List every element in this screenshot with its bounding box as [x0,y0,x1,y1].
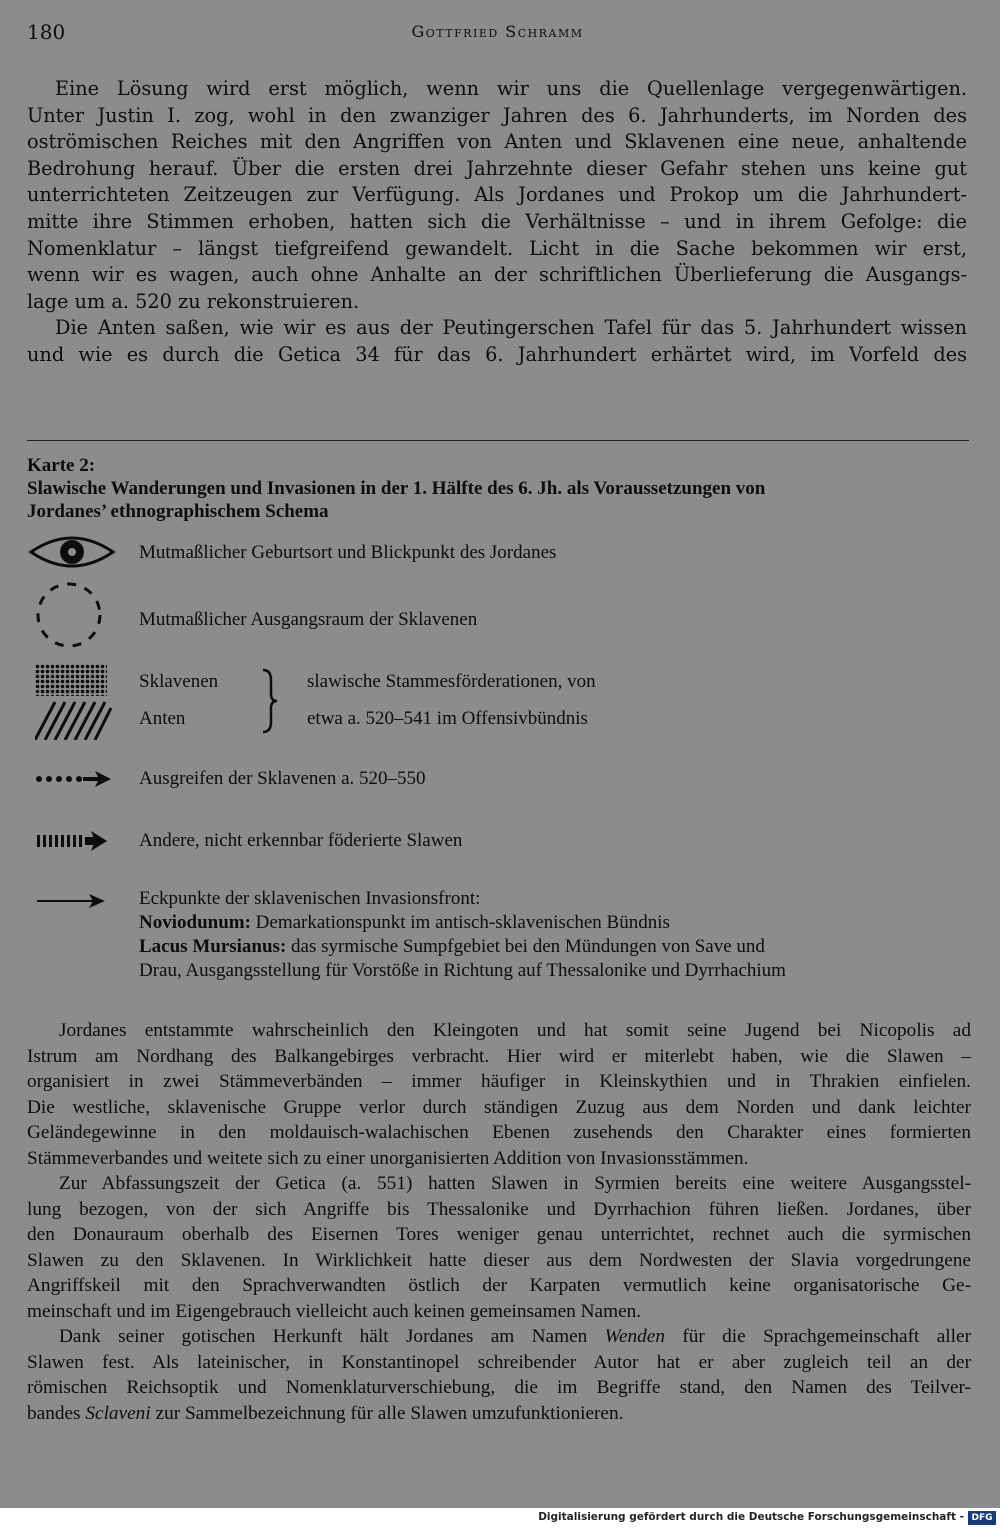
noviodunum-text: Demarkationspunkt im antisch-sklavenischen Bündnis [250,912,670,933]
text-line [27,1401,971,1427]
text-line: wenn wir es wagen, auch ohne Anhalte an der schriftlichen Überlieferung die Ausgangs- [27,263,967,287]
text-line: unterrichteten Zeitzeugen zur Verfügung. Als Jordanes und Prokop um die Jahrhundert- [27,183,967,207]
text-line: Angriffskeil mit den Sprachverwandten östlich der Karpaten vermutlich keine organisatorische Ge- [27,1275,971,1296]
brace-icon [259,668,279,734]
text-run: für die Sprachgemeinschaft aller [665,1326,971,1347]
legend-circle-label: Mutmaßlicher Ausgangsraum der Sklavenen [139,609,478,630]
map-label: Karte 2: [27,455,96,476]
legend-dotted-arrow [27,764,967,804]
text-line: den Donauraum oberhalb des Eisernen Tores weniger genau unterrichtet, rechnet auch die syrmischen [27,1224,971,1245]
paragraph [27,1018,971,1171]
legend-dotted-arrow-label: Ausgreifen der Sklavenen a. 520–550 [139,768,426,789]
text-line: meinschaft und im Eigengebrauch vielleicht auch keinen gemeinsamen Namen. [27,1300,642,1322]
legend-hatched-arrow [27,826,967,866]
eck-lacus-cont: Drau, Ausgangsstellung für Vorstöße in Richtung auf Thessalonike und Dyrrhachium [139,960,786,981]
text-line: oströmischen Reiches mit den Angriffen von Anten und Sklavenen eine neue, anhaltende [27,130,967,154]
hatched-pattern-icon [35,700,115,740]
dotted-arrow-icon [35,764,125,794]
text-line: Bedrohung herauf. Über die ersten drei Jahrzehnte dieser Gefahr stehen uns keine gut [27,156,967,180]
text-line: mitte ihre Stimmen erhoben, hatten sich die Verhältnisse – und in ihrem Gefolge: die [27,209,967,233]
text-line: Slawen fest. Als lateinischer, in Konstantinopel schreibender Autor hat er aber zugleich teil an der [27,1351,971,1373]
text-line: lung bezogen, von der sich Angriffe bis Thessalonike und Dyrrhachion führen ließen. Jordanes, über [27,1198,971,1220]
text-line: lage um a. 520 zu rekonstruieren. [27,289,360,313]
eck-noviodunum [139,911,969,935]
text-line: Istrum am Nordhang des Balkangebirges verbracht. Hier wird er miterlebt haben, wie die Slawen – [27,1045,971,1067]
upper-text [27,76,967,369]
legend-sklavenen-label: Sklavenen [139,671,219,692]
text-line: und wie es durch die Getica 34 für das 6. Jahrhundert erhärtet wird, im Vorfeld des [27,342,967,366]
paragraph [27,315,967,368]
paragraph [27,76,967,315]
text-line: Unter Justin I. zog, wohl in den zwanziger Jahren des 6. Jahrhunderts, im Norden des [27,103,967,127]
footer-bar [0,1508,1000,1528]
page-number: 180 [27,20,66,44]
italic-term: Wenden [604,1326,665,1347]
eck-heading: Eckpunkte der sklavenischen Invasionsfront: [139,888,481,909]
eye-icon [27,532,117,572]
footer-credit: Digitalisierung gefördert durch die Deutsche Forschungsgemeinschaft - [538,1511,964,1523]
section-rule [27,440,969,441]
legend-hatched-arrow-label: Andere, nicht erkennbar föderierte Slawen [139,830,463,851]
lacus-label: Lacus Mursianus: [139,936,287,957]
eck-lacus [139,935,969,959]
legend-eckpunkte [139,887,969,983]
running-title: Gottfried Schramm [411,22,584,41]
text-line: Eine Lösung wird erst möglich, wenn wir uns die Quellenlage vergegenwärtigen. [55,77,967,100]
map-title-line: Jordanes’ ethnographischem Schema [27,501,329,522]
text-line: Zur Abfassungszeit der Getica (a. 551) hatten Slawen in Syrmien bereits eine weitere Ausgangsstel- [59,1173,971,1194]
text-line: Slawen zu den Sklavenen. In Wirklichkeit hatte dieser aus dem Nordwesten der Slavia vorgedrungene [27,1249,971,1271]
noviodunum-label: Noviodunum: [139,912,251,933]
text-line: Geländegewinne in den moldauisch-walachischen Ebenen zusehends den Charakter eines formierten [27,1122,971,1143]
text-run: zur Sammelbezeichnung für alle Slawen umzufunktionieren. [150,1402,624,1424]
text-line: Jordanes entstammte wahrscheinlich den Kleingoten und hat somit seine Jugend bei Nicopolis ad [59,1020,971,1041]
legend-eye-label: Mutmaßlicher Geburtsort und Blickpunkt des Jordanes [139,542,557,563]
text-line: Nomenklatur – längst tiefgreifend gewandelt. Licht in die Sache bekommen wir erst, [27,236,967,260]
legend-eye [27,532,967,572]
text-run: bandes [27,1402,86,1424]
legend-federation-line: slawische Stammesförderationen, von [307,671,596,692]
paragraph [27,1171,971,1324]
map-title-line: Slawische Wanderungen und Invasionen in der 1. Hälfte des 6. Jh. als Voraussetzungen von [27,478,766,499]
legend-federations [27,662,967,742]
text-line: römischen Reichsoptik und Nomenklaturverschiebung, die im Begriffe stand, den Namen des Teilver- [27,1377,971,1398]
legend-anten-label: Anten [139,708,186,729]
hatched-arrow-icon [35,826,125,856]
lacus-text: das syrmische Sumpfgebiet bei den Mündungen von Save und [286,936,765,957]
dfg-logo: DFG [968,1511,996,1525]
text-run: Dank seiner gotischen Herkunft hält Jordanes am Namen [59,1326,605,1347]
text-line: Die westliche, sklavenische Gruppe verlor durch ständigen Zuzug aus dem Norden und dank leichter [27,1096,971,1118]
text-line: Die Anten saßen, wie wir es aus der Peutingerschen Tafel für das 5. Jahrhundert wissen [55,316,967,340]
italic-term: Sclaveni [85,1402,151,1424]
page-header [27,20,968,48]
dotted-pattern-icon [35,664,115,698]
legend-federation-line: etwa a. 520–541 im Offensivbündnis [307,708,588,729]
arrow-icon [35,888,125,914]
map-caption [27,454,967,523]
text-line: Stämmeverbandes und weitete sich zu einer unorganisierten Addition von Invasionsstämmen. [27,1147,749,1169]
lower-text [27,1018,971,1426]
text-line [27,1324,971,1350]
text-line: organisiert in zwei Stämmeverbänden – immer häufiger in Kleinskythien und in Thrakien einfielen. [27,1071,971,1092]
dashed-circle-icon [27,580,117,650]
paragraph [27,1324,971,1426]
legend-circle [27,580,967,650]
